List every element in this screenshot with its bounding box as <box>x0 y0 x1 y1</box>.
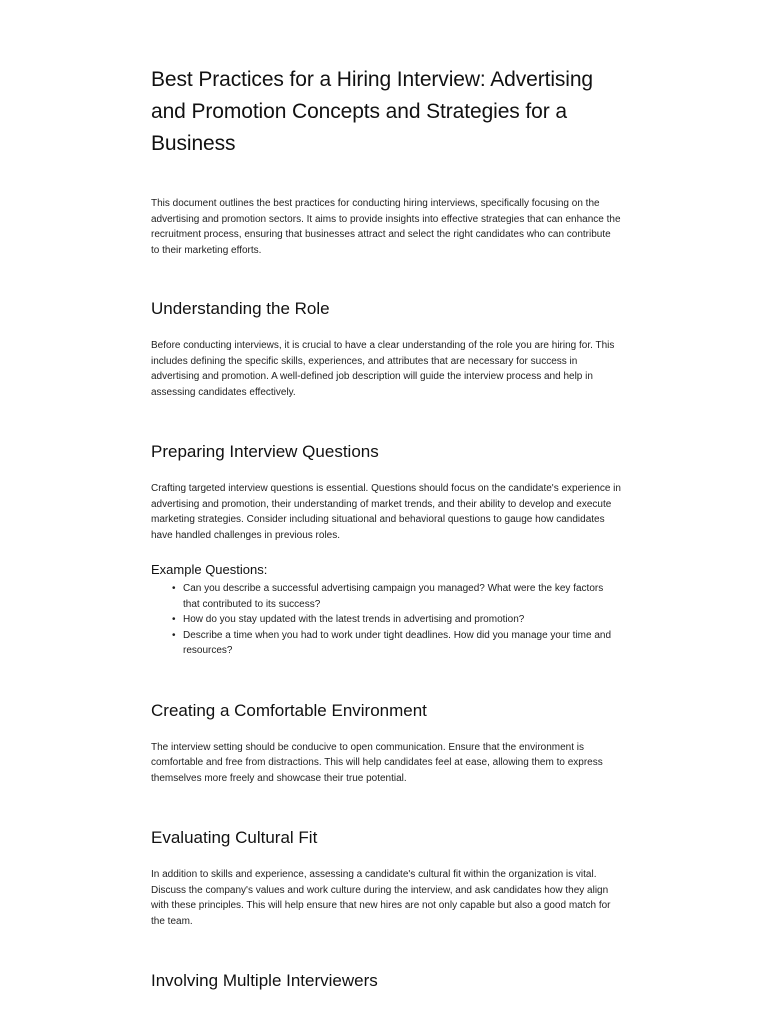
section-understanding-role <box>151 298 621 400</box>
document-page <box>151 64 621 1033</box>
section-heading: Understanding the Role <box>151 299 330 318</box>
list-item <box>172 628 621 659</box>
section-heading: Creating a Comfortable Environment <box>151 700 427 720</box>
section-cultural-fit <box>151 827 621 929</box>
intro-paragraph: This document outlines the best practices for conducting hiring interviews, specifically focusing on the advertising and promotion sectors. It aims to provide insights into effective strategies that can enhance the recruitment process, ensuring that businesses attract and select the right candidates who can contribute to their marketing efforts. <box>151 198 621 256</box>
document-title: Best Practices for a Hiring Interview: Advertising and Promotion Concepts and Strategies for a Business <box>151 68 594 155</box>
example-questions-heading: Example Questions: <box>151 562 268 577</box>
list-item-text: Describe a time when you had to work under tight deadlines. How did you manage your time and resources? <box>183 629 612 656</box>
list-item <box>172 581 621 612</box>
section-multiple-interviewers <box>151 970 621 992</box>
bullet-icon: • <box>172 614 176 625</box>
list-item <box>172 612 621 628</box>
section-body: Before conducting interviews, it is crucial to have a clear understanding of the role you are hiring for. This includes defining the specific skills, experiences, and attributes that are necessary for success in advertising and promotion. A well-defined job description will guide the interview process and help in assessing candidates effectively. <box>151 340 615 398</box>
bullet-icon: • <box>172 583 176 594</box>
section-heading: Evaluating Cultural Fit <box>151 828 318 847</box>
list-item-text: How do you stay updated with the latest trends in advertising and promotion? <box>183 614 525 625</box>
example-questions-list <box>151 581 621 659</box>
section-body: In addition to skills and experience, assessing a candidate's cultural fit within the organization is vital. Discuss the company's values and work culture during the interview, and ask candidates how they align with these principles. This will help ensure that new hires are not only capable but also a good match for the team. <box>151 869 611 927</box>
section-preparing-questions <box>151 441 621 659</box>
section-heading: Preparing Interview Questions <box>151 442 379 461</box>
bullet-icon: • <box>172 629 176 641</box>
section-body: The interview setting should be conducive to open communication. Ensure that the environment is comfortable and free from distractions. This will help candidates feel at ease, allowing them to express themselves more freely and showcase their true potential. <box>151 741 603 784</box>
section-body: Crafting targeted interview questions is essential. Questions should focus on the candidate's experience in advertising and promotion, their understanding of market trends, and their ability to develop and execute marketing strategies. Consider including situational and behavioral questions to gauge how candidates have handled challenges in previous roles. <box>151 483 621 541</box>
list-item-text: Can you describe a successful advertising campaign you managed? What were the key factors that contributed to its success? <box>183 583 604 610</box>
section-heading: Involving Multiple Interviewers <box>151 971 378 990</box>
section-comfortable-environment <box>151 700 621 787</box>
